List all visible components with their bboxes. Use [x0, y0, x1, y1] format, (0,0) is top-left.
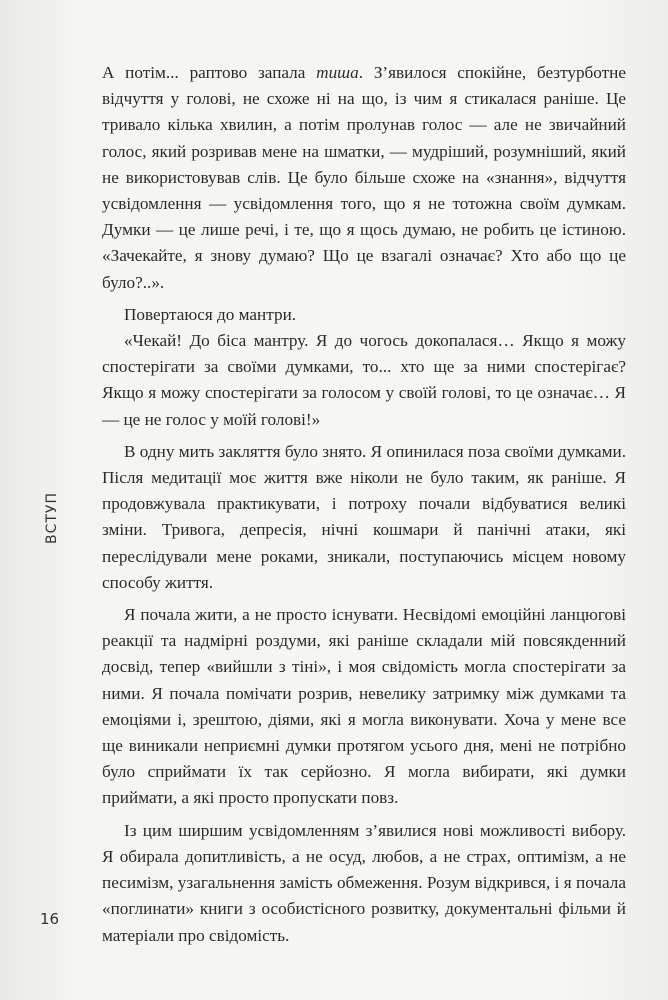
emphasized-word: тиша [316, 63, 359, 82]
body-text [102, 60, 626, 949]
paragraph-1-rest: . З’явилося спокійне, безтурботне відчуття у голові, не схоже ні на що, із чим я стикалася раніше. Це тривало кілька хвилин, а потім пролунав голос — але не звичайний голос, який розривав мене на шматки, — мудріший, розумніший, який не використовував слів. Це було більше схоже на «знання», відчуття усвідомлення — усвідомлення того, що я не тотожна своїм думкам. Думки — це лише речі, і те, що я щось думаю, не робить це істиною. «Зачекайте, я знову думаю? Що це взагалі означає? Хто або що це було?..». [102, 63, 626, 292]
paragraph-1 [102, 60, 626, 296]
paragraph-4: В одну мить закляття було знято. Я опинилася поза своїми думками. Після медитації моє життя вже ніколи не було таким, як раніше. Я продовжувала практикувати, і потроху почали відбуватися великі зміни. Тривога, депресія, нічні кошмари й панічні атаки, які переслідували мене роками, зникали, поступаючись місцем новому способу життя. [102, 441, 626, 592]
paragraph-1-start: А потім... раптово запала [102, 63, 317, 82]
paragraph-3: «Чекай! До біса мантру. Я до чогось докопалася… Якщо я можу спостерігати за своїми думками, то... хто ще за ними спостерігає? Якщо я можу спостерігати за голосом у своїй голові, то це означає… Я — це не голос у моїй голові!» [102, 331, 626, 429]
running-header-section-title: ВСТУП [44, 492, 60, 544]
page-number: 16 [40, 910, 60, 928]
paragraph-2: Повертаюся до мантри. [124, 304, 297, 324]
paragraph-5: Я почала жити, а не просто існувати. Несвідомі емоційні ланцюгові реакції та надмірні роздуми, які раніше складали мій повсякденний досвід, тепер «вийшли з тіні», і моя свідомість могла спостерігати за ними. Я почала помічати розрив, невелику затримку між думками та емоціями і, зрештою, діями, які я могла виконувати. Хоча у мене все ще виникали неприємні думки протягом усього дня, мені не потрібно було сприймати їх так серйозно. Я могла вибирати, які думки приймати, а які просто пропускати повз. [102, 605, 626, 808]
paragraph-6: Із цим ширшим усвідомленням з’явилися нові можливості вибору. Я обирала допитливість, а не осуд, любов, а не страх, оптимізм, а не песимізм, узагальнення замість обмеження. Розум відкрився, і я почала «поглинати» книги з особистісного розвитку, документальні фільми й матеріали про свідомість. [102, 820, 626, 945]
